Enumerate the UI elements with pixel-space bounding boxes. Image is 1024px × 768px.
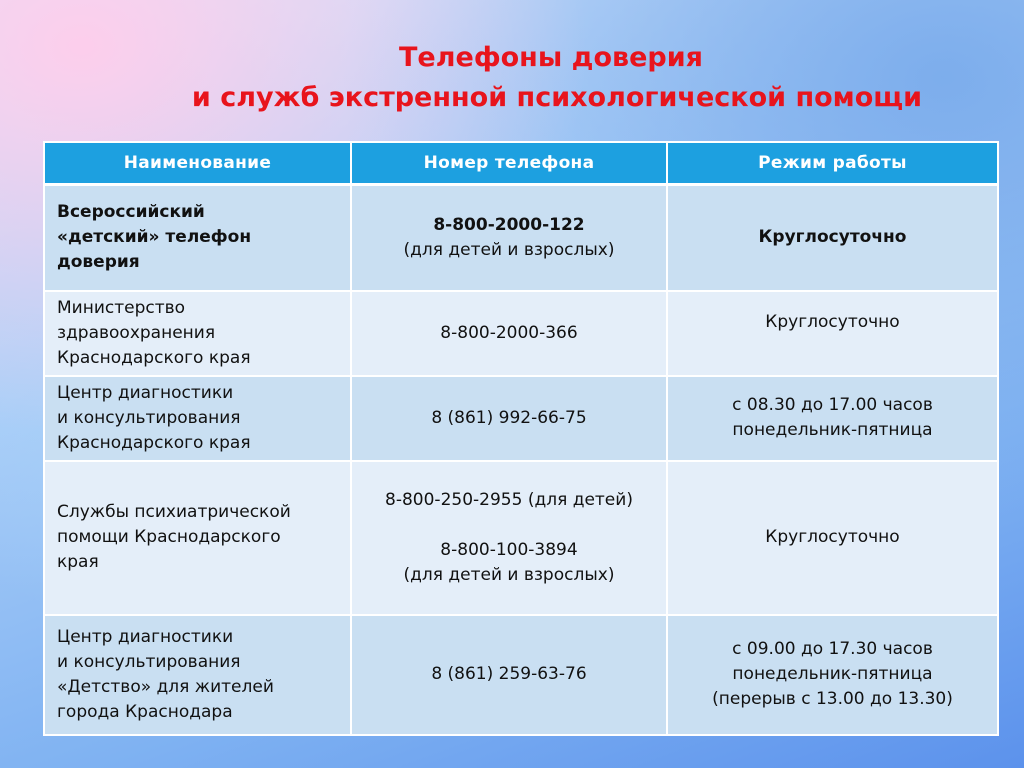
phone-note: (для детей и взрослых) [403,564,615,585]
service-name-line: «детский» телефон [57,227,252,248]
table-row [44,615,998,735]
title-line-1: Телефоны доверия [399,42,703,73]
service-name-line: города Краснодара [57,701,233,722]
service-name-line: Краснодарского края [57,432,251,453]
table-row [44,376,998,461]
service-name-cell [44,376,351,461]
hours-cell: Круглосуточно [667,461,998,615]
hours-cell [667,615,998,735]
service-name-line: Всероссийский [57,202,205,223]
hours-line: с 09.00 до 17.30 часов [732,639,933,659]
service-name-line: Краснодарского края [57,347,251,368]
table-row [44,185,998,291]
service-name-line: помощи Краснодарского [57,527,281,547]
phone-cell [351,461,667,615]
column-header-phone: Номер телефона [351,142,667,185]
service-name-cell [44,615,351,735]
phone-cell [351,185,667,291]
phone-cell: 8-800-2000-366 [351,291,667,376]
hours-line: с 08.30 до 17.00 часов [732,395,933,415]
phone-cell: 8 (861) 259-63-76 [351,615,667,735]
service-name-cell [44,461,351,615]
table-row [44,291,998,376]
service-name-line: доверия [57,252,140,273]
service-name-line: и консультирования [57,407,241,428]
hours-cell: Круглосуточно [667,291,998,376]
hours-line: понедельник-пятница [732,664,933,684]
phone-note: (для детей и взрослых) [403,239,615,260]
hotlines-table [43,141,999,736]
column-header-hours: Режим работы [667,142,998,185]
service-name-line: края [57,552,99,572]
service-name-line: «Детство» для жителей [57,676,274,697]
service-name-cell [44,291,351,376]
service-name-cell [44,185,351,291]
phone-number: 8-800-250-2955 (для детей) [385,489,633,510]
service-name-line: Министерство [57,297,186,318]
page-title [0,38,1024,118]
service-name-line: Центр диагностики [57,626,234,647]
title-line-2: и служб экстренной психологической помощи [191,82,923,113]
service-name-line: здравоохранения [57,322,216,343]
phone-number: 8-800-2000-122 [433,214,585,235]
service-name-line: Центр диагностики [57,382,234,403]
table-row [44,461,998,615]
column-header-name: Наименование [44,142,351,185]
hours-line: (перерыв с 13.00 до 13.30) [712,689,953,709]
service-name-line: Службы психиатрической [57,502,291,522]
phone-number: 8-800-100-3894 [440,539,578,560]
hours-cell [667,376,998,461]
hours-cell: Круглосуточно [667,185,998,291]
service-name-line: и консультирования [57,651,241,672]
hours-line: понедельник-пятница [732,420,933,440]
table-header-row [44,142,998,185]
phone-cell: 8 (861) 992-66-75 [351,376,667,461]
